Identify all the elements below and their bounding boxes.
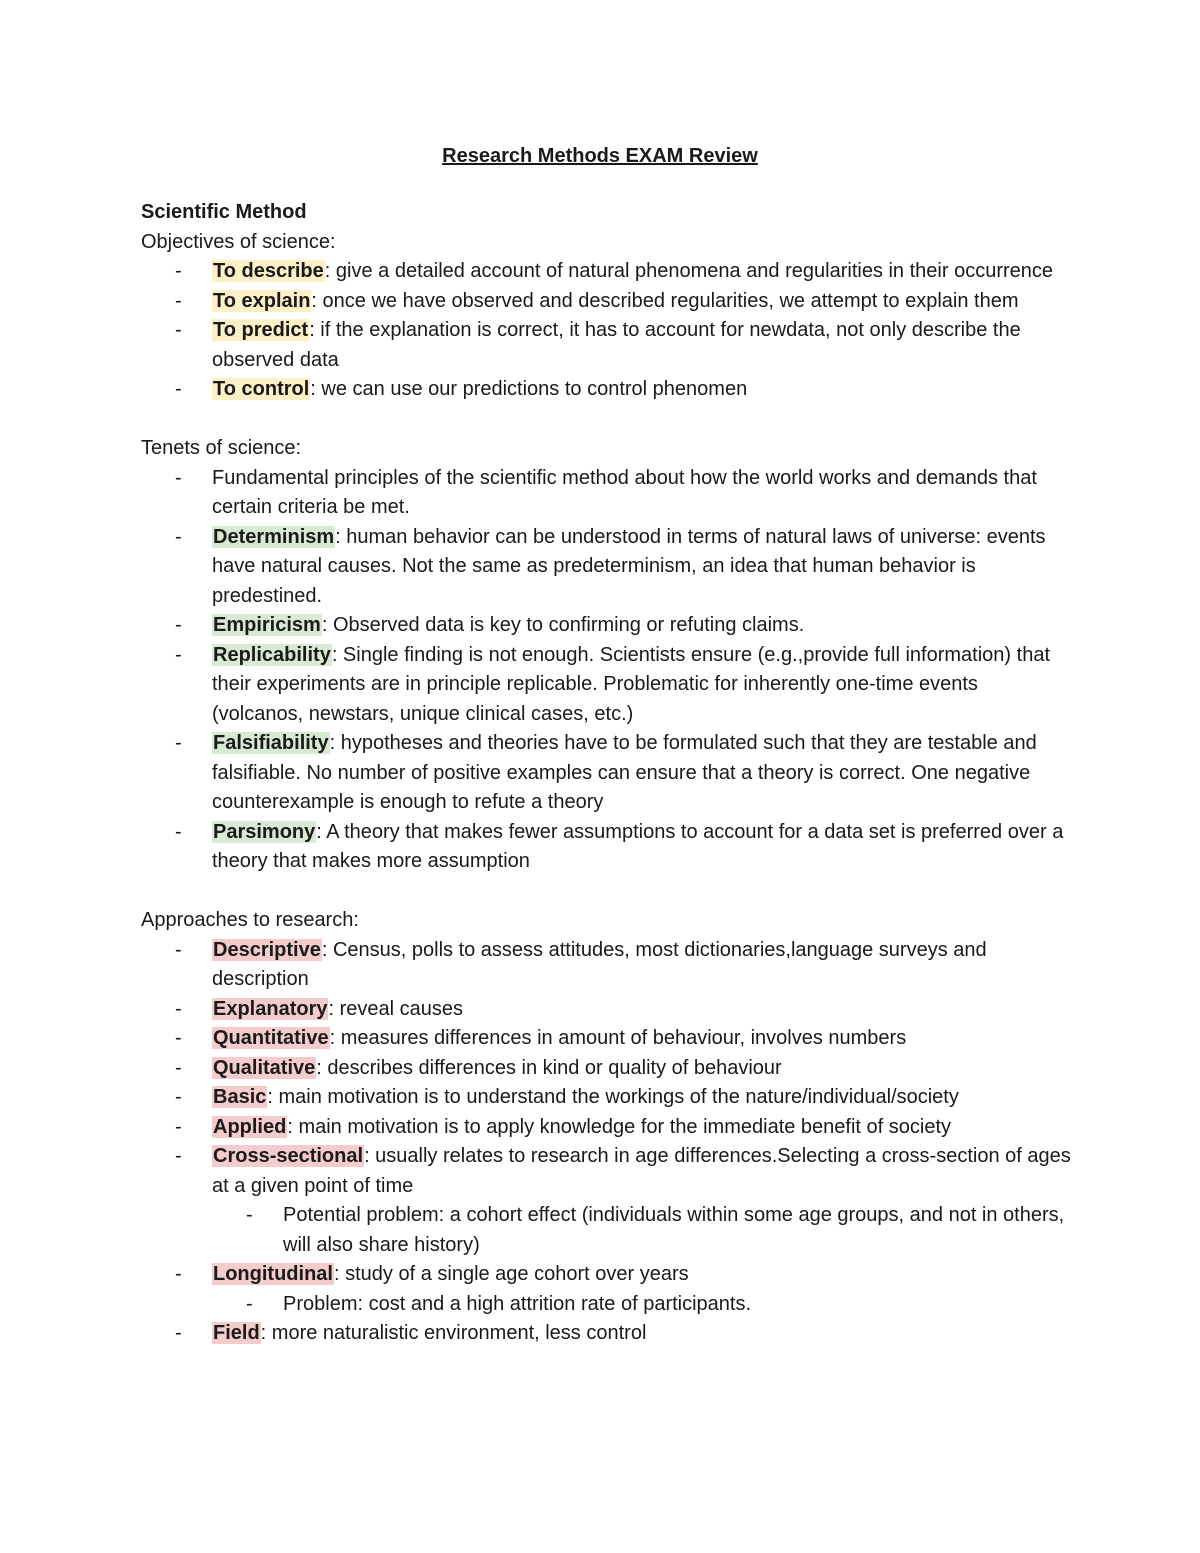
sub-list-item <box>212 1201 1071 1260</box>
term-highlight: To predict <box>213 319 309 341</box>
item-text: : if the explanation is correct, it has to account for newdata, not only describe the observed data <box>212 319 1021 371</box>
list-item <box>141 1083 1071 1113</box>
sub-list <box>212 1290 1071 1320</box>
paragraph-spacer <box>141 405 1071 435</box>
term-highlight: Qualitative <box>213 1056 316 1079</box>
item-text: : describes differences in kind or quality of behaviour <box>316 1056 782 1079</box>
term-highlight: Cross-sectional <box>213 1145 364 1167</box>
bullet-dash: - <box>175 1263 182 1285</box>
list-item <box>141 1260 1071 1319</box>
sub-list <box>212 1201 1071 1260</box>
list-item <box>141 1142 1071 1260</box>
bullet-dash: - <box>175 260 182 282</box>
term-highlight: Quantitative <box>213 1027 329 1049</box>
list-item <box>141 641 1071 730</box>
list-item <box>141 464 1071 523</box>
term-highlight: To control <box>213 378 310 400</box>
item-text: : Single finding is not enough. Scientists ensure (e.g.,provide full information) that their experiments are in principle replicable. Problematic for inherently one-time events (volcanos, newstars, unique clinical cases, etc.) <box>212 643 1050 725</box>
approaches-label: Approaches to research: <box>141 909 359 931</box>
item-text: : study of a single age cohort over years <box>333 1263 689 1285</box>
item-text: : give a detailed account of natural phenomena and regularities in their occurrence <box>324 260 1054 282</box>
list-item <box>141 523 1071 612</box>
item-text: : human behavior can be understood in terms of natural laws of universe: events have natural causes. Not the same as predeterminism, an idea that human behavior is predestined. <box>212 525 1046 607</box>
list-item <box>141 287 1071 317</box>
term-highlight: To explain <box>213 289 311 312</box>
bullet-dash: - <box>175 820 182 843</box>
term-highlight: Applied <box>213 1115 287 1138</box>
item-text: : more naturalistic environment, less control <box>260 1322 647 1344</box>
bullet-dash: - <box>175 1145 182 1167</box>
bullet-dash: - <box>175 643 182 666</box>
list-item <box>141 936 1071 995</box>
section-heading: Scientific Method <box>141 201 307 223</box>
item-text: : hypotheses and theories have to be formulated such that they are testable and falsifiable. No number of positive examples can ensure that a theory is correct. One negative counterexample is enough to refute a theory <box>212 732 1037 813</box>
objectives-label: Objectives of science: <box>141 230 336 253</box>
item-text: : measures differences in amount of behaviour, involves numbers <box>329 1027 907 1049</box>
bullet-dash: - <box>175 1086 182 1108</box>
item-text: : usually relates to research in age differences.Selecting a cross-section of ages at a given point of time <box>212 1145 1071 1197</box>
document-body <box>141 198 1071 1349</box>
list-item <box>141 257 1071 287</box>
item-text: : Census, polls to assess attitudes, most dictionaries,language surveys and description <box>212 938 987 990</box>
list-item <box>141 316 1071 375</box>
bullet-dash: - <box>175 466 182 489</box>
term-highlight: Explanatory <box>213 997 328 1020</box>
bullet-dash: - <box>175 378 182 400</box>
bullet-dash: - <box>175 997 182 1020</box>
sub-item-text: Problem: cost and a high attrition rate of participants. <box>283 1292 752 1315</box>
sub-item-text: Potential problem: a cohort effect (individuals within some age groups, and not in others, will also share history) <box>283 1204 1065 1256</box>
list-item <box>141 611 1071 641</box>
term-highlight: Replicability <box>213 643 331 666</box>
term-highlight: Longitudinal <box>213 1263 333 1285</box>
list-item <box>141 729 1071 818</box>
bullet-dash: - <box>175 1115 182 1138</box>
item-text: : reveal causes <box>328 997 463 1020</box>
bullet-dash: - <box>175 938 182 961</box>
bullet-dash: - <box>175 1056 182 1079</box>
term-highlight: Empiricism <box>213 614 321 636</box>
item-text: Fundamental principles of the scientific method about how the world works and demands that certain criteria be met. <box>212 466 1037 518</box>
term-highlight: Field <box>213 1322 260 1344</box>
item-text: : main motivation is to understand the workings of the nature/individual/society <box>267 1086 959 1108</box>
bullet-dash: - <box>175 319 182 341</box>
list-item <box>141 375 1071 405</box>
term-highlight: To describe <box>213 260 324 282</box>
paragraph-spacer <box>141 877 1071 907</box>
term-highlight: Determinism <box>213 525 335 548</box>
item-text: : once we have observed and described regularities, we attempt to explain them <box>311 289 1019 312</box>
bullet-dash: - <box>175 614 182 636</box>
term-highlight: Falsifiability <box>213 732 329 754</box>
list-item <box>141 1024 1071 1054</box>
item-text: : A theory that makes fewer assumptions to account for a data set is preferred over a theory that makes more assumption <box>212 820 1064 872</box>
bullet-dash: - <box>175 525 182 548</box>
item-text: : we can use our predictions to control phenomen <box>310 378 748 400</box>
list-item <box>141 1113 1071 1143</box>
term-highlight: Parsimony <box>213 820 316 843</box>
document-title: Research Methods EXAM Review <box>442 145 758 167</box>
objectives-list <box>141 257 1071 405</box>
bullet-dash: - <box>175 1027 182 1049</box>
list-item <box>141 1054 1071 1084</box>
bullet-dash: - <box>175 289 182 312</box>
list-item <box>141 818 1071 877</box>
list-item <box>141 1319 1071 1349</box>
item-text: : main motivation is to apply knowledge for the immediate benefit of society <box>287 1115 952 1138</box>
tenets-list <box>141 464 1071 877</box>
term-highlight: Descriptive <box>213 938 321 961</box>
tenets-label: Tenets of science: <box>141 437 302 459</box>
bullet-dash: - <box>246 1292 253 1315</box>
bullet-dash: - <box>175 1322 182 1344</box>
item-text: : Observed data is key to confirming or refuting claims. <box>321 614 805 636</box>
bullet-dash: - <box>175 732 182 754</box>
sub-list-item <box>212 1290 1071 1320</box>
term-highlight: Basic <box>213 1086 267 1108</box>
list-item <box>141 995 1071 1025</box>
bullet-dash: - <box>246 1204 253 1226</box>
approaches-list <box>141 936 1071 1349</box>
